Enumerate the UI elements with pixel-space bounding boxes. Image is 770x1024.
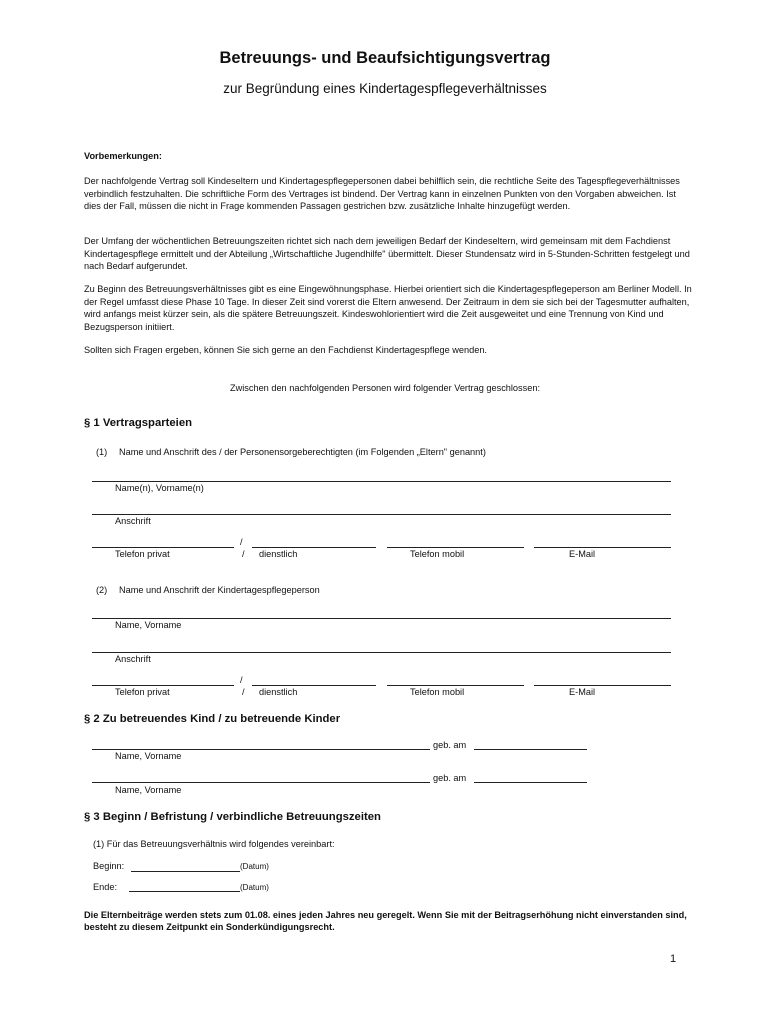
parents-phone-slash: /	[242, 549, 245, 559]
caregiver-address-field[interactable]	[92, 652, 671, 653]
child-1-born-label: geb. am	[433, 740, 467, 750]
prelim-paragraph-3: Zu Beginn des Betreuungsverhältnisses gibt es eine Eingewöhnungsphase. Hierbei orientiert sich die Kindertagespflegeperson am Berliner Modell. In der Regel umfasst diese Phase 10 Tage. In dieser Zeit sind vorerst die Eltern anwesend. Der Zeitraum in dem sie sich bei der Tagesmutter aufhalten, wird anfangs meist kürzer sein, als die spätere Betreuungszeit. Kindeswohlorientiert wird die Zeit ausgeweitet und eine Trennung von Kind und Bezugsperson initiiert.	[84, 284, 692, 332]
end-date-hint: (Datum)	[240, 883, 269, 892]
child-1-birthdate-field[interactable]	[474, 749, 587, 750]
parents-name-field[interactable]	[92, 481, 671, 482]
prelim-paragraph-1: Der nachfolgende Vertrag soll Kindeseltern und Kindertagespflegepersonen dabei behilflich sein, die rechtliche Seite des Tagespflegeverhältnisses verbindlich festzuhalten. Die schriftliche Form des Vertrages ist bindend. Der Vertrag kann in einzelnen Punkten von den Vorgaben abweichen. Ist dies der Fall, müssen die nicht in Frage kommenden Passagen gestrichen bzw. zusätzliche Inhalte hinzugefügt werden.	[84, 176, 680, 211]
begin-date-hint: (Datum)	[240, 862, 269, 871]
document-title: Betreuungs- und Beaufsichtigungsvertrag	[219, 49, 551, 67]
parents-phone-mobile-label: Telefon mobil	[410, 549, 465, 559]
child-2-name-field[interactable]	[92, 782, 430, 783]
parents-phone-mobile-field[interactable]	[387, 547, 524, 548]
end-date-field[interactable]	[129, 891, 240, 892]
caregiver-phone-work-field[interactable]	[252, 685, 376, 686]
child-2-name-label: Name, Vorname	[115, 785, 182, 795]
caregiver-phone-slash-top: /	[240, 675, 243, 685]
document-subtitle: zur Begründung eines Kindertagespflegeverhältnisses	[223, 81, 547, 96]
caregiver-phone-mobile-label: Telefon mobil	[410, 687, 465, 697]
parents-email-field[interactable]	[534, 547, 671, 548]
child-2-birthdate-field[interactable]	[474, 782, 587, 783]
child-1-name-field[interactable]	[92, 749, 430, 750]
caregiver-phone-work-label: dienstlich	[259, 687, 298, 697]
caregiver-phone-private-label: Telefon privat	[115, 687, 170, 697]
prelim-heading: Vorbemerkungen:	[84, 151, 162, 161]
section-1-item-2-number: (2)	[96, 585, 108, 595]
parents-phone-work-label: dienstlich	[259, 549, 298, 559]
section-1-item-1-number: (1)	[96, 447, 108, 457]
section-2-heading: § 2 Zu betreuendes Kind / zu betreuende Kinder	[84, 713, 341, 725]
caregiver-name-label: Name, Vorname	[115, 620, 182, 630]
section-1-item-2-text: Name und Anschrift der Kindertagespflegeperson	[119, 585, 320, 595]
child-1-name-label: Name, Vorname	[115, 751, 182, 761]
parents-phone-private-label: Telefon privat	[115, 549, 170, 559]
end-label: Ende:	[93, 882, 118, 892]
section-1-heading: § 1 Vertragsparteien	[84, 417, 193, 429]
caregiver-email-field[interactable]	[534, 685, 671, 686]
contract-intro: Zwischen den nachfolgenden Personen wird folgender Vertrag geschlossen:	[229, 383, 541, 393]
fee-notice: Die Elternbeiträge werden stets zum 01.08. eines jeden Jahres neu geregelt. Wenn Sie mit der Beitragserhöhung nicht einverstanden sind, besteht zu diesem Zeitpunkt ein Sonderkündigungsrecht.	[84, 910, 687, 932]
parents-phone-private-field[interactable]	[92, 547, 234, 548]
caregiver-phone-mobile-field[interactable]	[387, 685, 524, 686]
caregiver-phone-private-field[interactable]	[92, 685, 234, 686]
begin-date-field[interactable]	[131, 871, 240, 872]
prelim-paragraph-4: Sollten sich Fragen ergeben, können Sie sich gerne an den Fachdienst Kindertagespflege wenden.	[84, 345, 487, 355]
parents-phone-work-field[interactable]	[252, 547, 376, 548]
parents-address-field[interactable]	[92, 514, 671, 515]
page-number: 1	[670, 953, 677, 965]
parents-name-label: Name(n), Vorname(n)	[115, 483, 204, 493]
caregiver-address-label: Anschrift	[115, 654, 151, 664]
caregiver-email-label: E-Mail	[569, 687, 596, 697]
begin-label: Beginn:	[93, 861, 125, 871]
section-3-item-1: (1) Für das Betreuungsverhältnis wird folgendes vereinbart:	[93, 839, 335, 849]
section-3-heading: § 3 Beginn / Befristung / verbindliche Betreuungszeiten	[84, 811, 381, 823]
parents-phone-slash-top: /	[240, 537, 243, 547]
prelim-paragraph-2: Der Umfang der wöchentlichen Betreuungszeiten richtet sich nach dem jeweiligen Bedarf der Kindeseltern, wird gemeinsam mit dem Fachdienst Kindertagespflege ermittelt und der Abteilung „Wirtschaftliche Jugendhilfe" übermittelt. Dieser Stundensatz wird in 5-Stunden-Schritten festgelegt und nach Bedarf aufgerundet.	[84, 236, 690, 271]
child-2-born-label: geb. am	[433, 773, 467, 783]
parents-address-label: Anschrift	[115, 516, 151, 526]
caregiver-name-field[interactable]	[92, 618, 671, 619]
parents-email-label: E-Mail	[569, 549, 596, 559]
caregiver-phone-slash: /	[242, 687, 245, 697]
section-1-item-1-text: Name und Anschrift des / der Personensorgeberechtigten (im Folgenden „Eltern" genannt)	[119, 447, 486, 457]
